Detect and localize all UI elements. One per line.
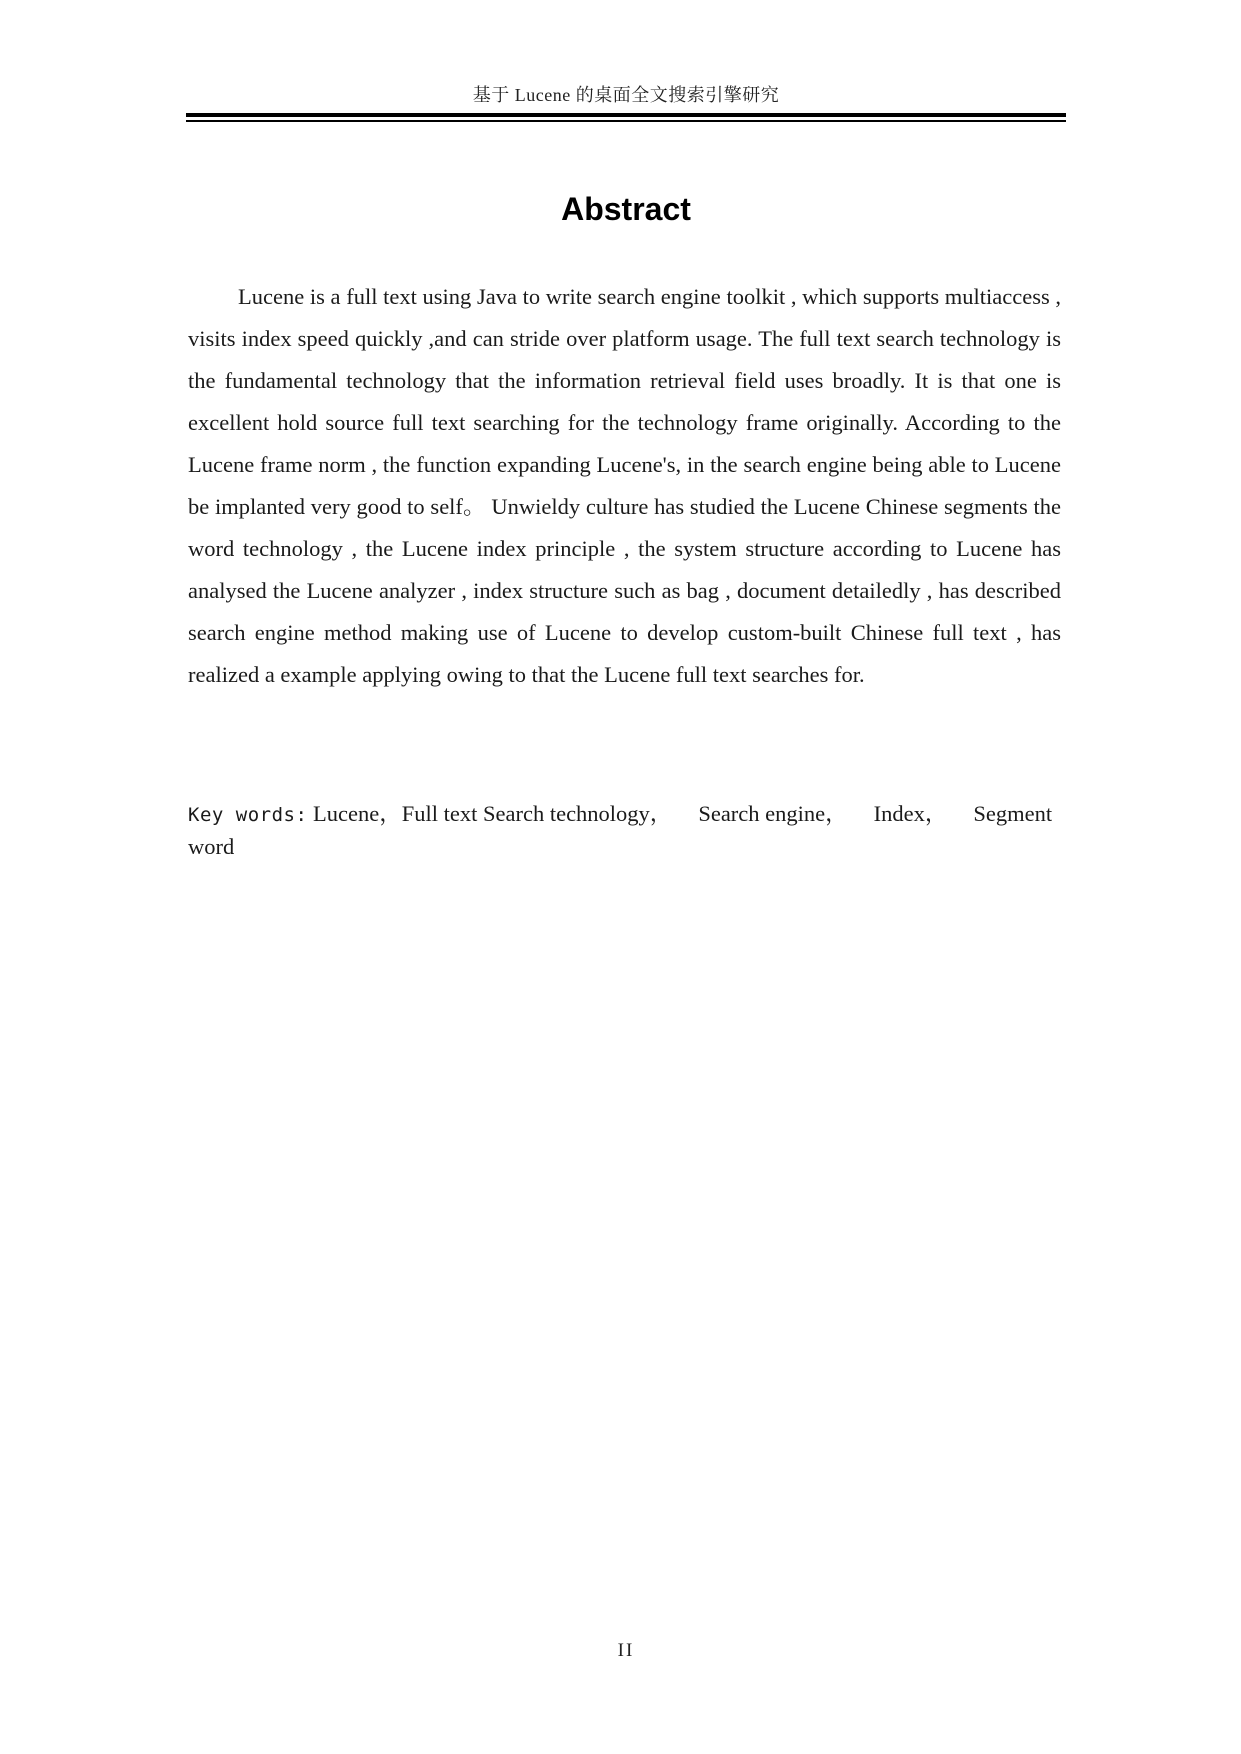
running-header: 基于 Lucene 的桌面全文搜索引擎研究 <box>472 85 780 105</box>
keyword-item: Index， <box>873 801 948 826</box>
header-rule-thick <box>186 113 1066 117</box>
keywords-label: Key words: <box>188 804 308 826</box>
keywords-line <box>188 798 1088 863</box>
abstract-body: Lucene is a full text using Java to write search engine toolkit , which supports multiaccess , visits index speed quickly ,and can stride over platform usage. The full text search technology is the fundamental technology that the information retrieval field uses broadly. It is that one is excellent hold source full text searching for the technology frame originally. According to the Lucene frame norm , the function expanding Lucene's, in the search engine being able to Lucene be implanted very good to self。 Unwieldy culture has studied the Lucene Chinese segments the word technology , the Lucene index principle , the system structure according to Lucene has analysed the Lucene analyzer , index structure such as bag , document detailedly , has described search engine method making use of Lucene to develop custom-built Chinese full text , has realized a example applying owing to that the Lucene full text searches for. <box>188 284 1061 687</box>
keyword-item: Segment word <box>188 801 1053 859</box>
keyword-item: Search engine， <box>698 801 848 826</box>
abstract-title: Abstract <box>561 191 691 227</box>
page-number: II <box>617 1640 635 1661</box>
keyword-item: Full text Search technology， <box>401 801 673 826</box>
keyword-item: Lucene， <box>313 801 402 826</box>
header-rule-thin <box>186 120 1066 122</box>
